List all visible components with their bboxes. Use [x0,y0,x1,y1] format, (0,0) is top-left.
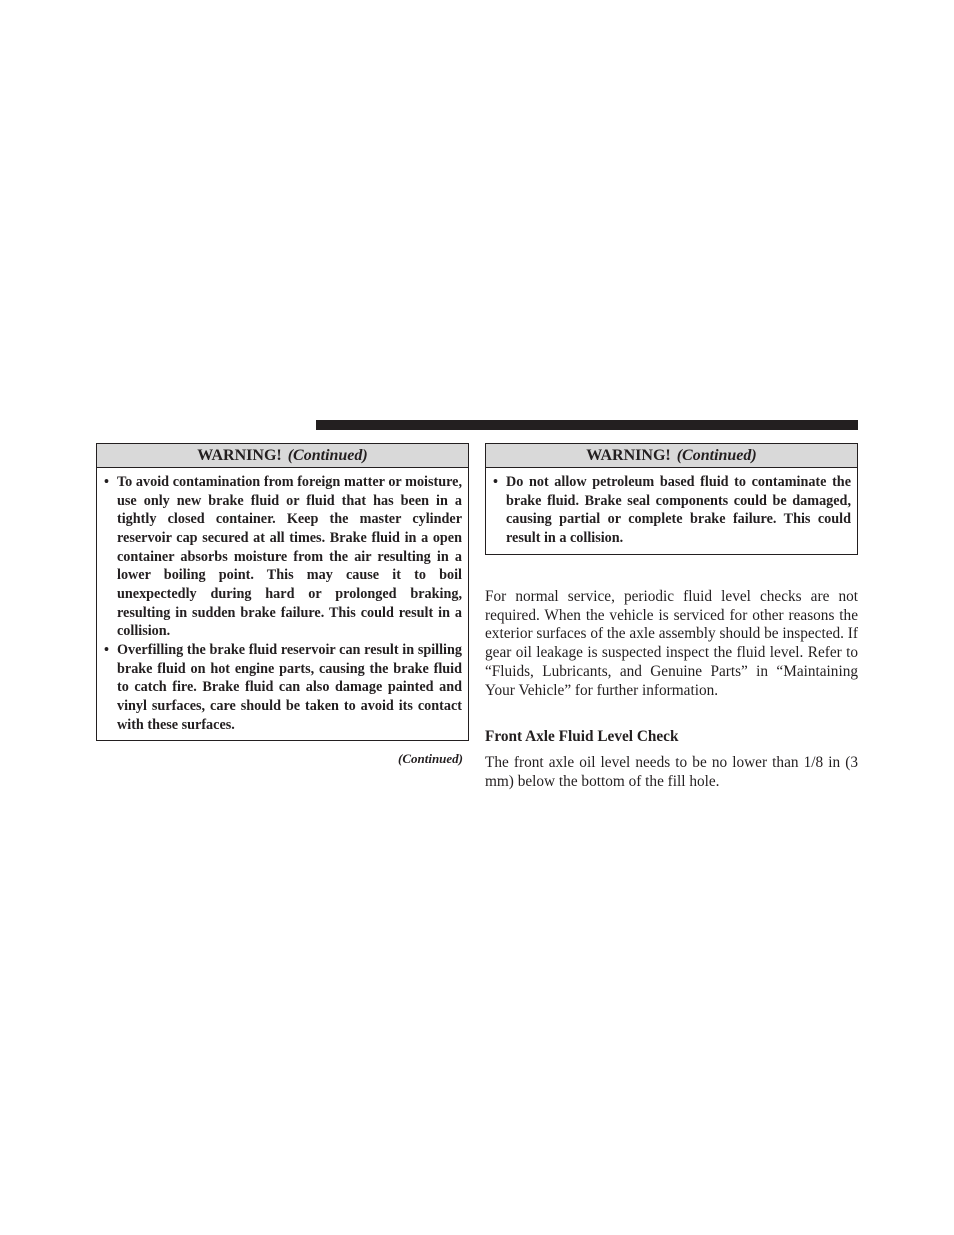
body-paragraph: For normal service, periodic fluid level checks are not required. When the vehicle is serviced for other reasons the exterior surfaces of the axle assembly should be inspected. If gear oil leakage is suspected inspect the fluid level. Refer to “Fluids, Lubricants, and Genuine Parts” in “Maintaining Your Vehicle” for further information. [485,588,858,699]
section-subheading: Front Axle Fluid Level Check [485,728,679,745]
warning-heading-left [97,444,468,468]
warning-item: • To avoid contamination from foreign matter or moisture, use only new brake fluid or fluid that has been in a tightly closed container. Keep the master cylinder reservoir cap secured at all times. Brake fluid in a open container absorbs moisture from the air resulting in a lower boiling point. This may cause it to boil unexpectedly during hard or prolonged braking, resulting in sudden brake failure. This could result in a collision. [103,473,462,641]
warning-box-left [96,443,469,741]
warning-box-right [485,443,858,555]
warning-item: • Do not allow petroleum based fluid to contaminate the brake fluid. Brake seal components could be damaged, causing partial or complete brake failure. This could result in a collision. [492,473,851,548]
warning-continued-label: (Continued) [287,447,368,464]
warning-continued-label: (Continued) [676,447,757,464]
body-paragraph: The front axle oil level needs to be no lower than 1/8 in (3 mm) below the bottom of the fill hole. [485,754,858,790]
continued-note: (Continued) [397,751,463,766]
warning-title: WARNING! [586,447,671,464]
warning-title: WARNING! [197,447,282,464]
warning-list-right [486,468,857,554]
warning-item: • Overfilling the brake fluid reservoir can result in spilling brake fluid on hot engine parts, causing the brake fluid to catch fire. Brake fluid can also damage painted and vinyl surfaces, care should be taken to avoid its contact with these surfaces. [103,641,462,734]
warning-list-left [97,468,468,740]
warning-heading-right [486,444,857,468]
section-header-bar [316,420,858,430]
